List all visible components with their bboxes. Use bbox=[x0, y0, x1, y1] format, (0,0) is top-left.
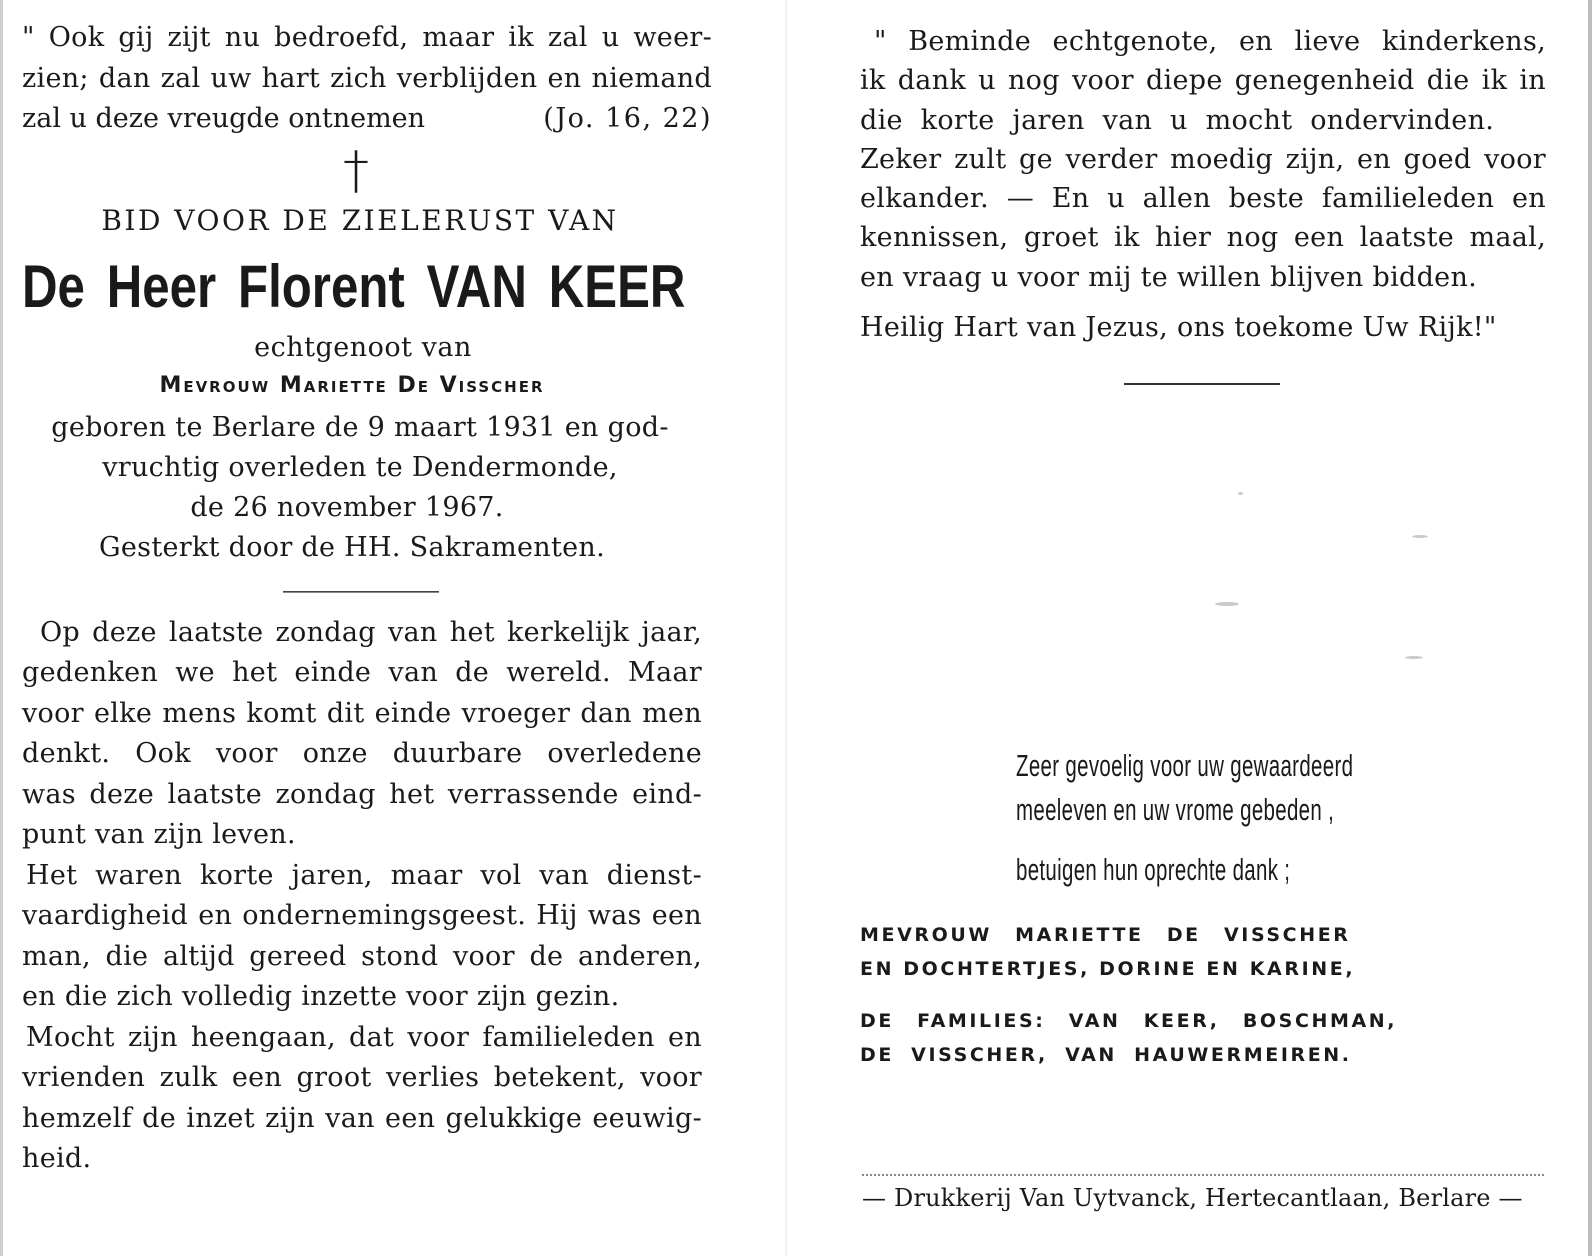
divider bbox=[1124, 383, 1280, 385]
body-line: voor elke mens komt dit einde vroeger dan men bbox=[22, 697, 702, 729]
farewell-line: die korte jaren van u mocht ondervinden. bbox=[860, 104, 1495, 136]
body-line: en die zich volledig inzette voor zijn gezin. bbox=[22, 981, 620, 1012]
life-line: geboren te Berlare de 9 maart 1931 en god- bbox=[51, 411, 669, 443]
left-panel bbox=[22, 18, 712, 1180]
closing-prayer: Heilig Hart van Jezus, ons toekome Uw Rijk!" bbox=[860, 312, 1497, 344]
quote-last-row bbox=[22, 99, 712, 140]
body-line: vaardigheid en ondernemingsgeest. Hij was een bbox=[22, 900, 702, 931]
spouse-name: Mevrouw Mariette De Visscher bbox=[159, 372, 545, 398]
scripture-quote bbox=[22, 18, 712, 140]
card-right-edge bbox=[1588, 0, 1592, 1256]
body-line: punt van zijn leven. bbox=[22, 819, 296, 850]
farewell-line: ik dank u nog voor diepe genegenheid die ik in bbox=[860, 65, 1546, 97]
farewell-line: en vraag u voor mij te willen blijven bidden. bbox=[860, 261, 1478, 293]
mourners-list bbox=[860, 918, 1546, 1072]
thanks-note bbox=[1016, 744, 1353, 892]
mourners-line: MEVROUW MARIETTE DE VISSCHER bbox=[860, 924, 1351, 946]
quote-line: zal u deze vreugde ontnemen bbox=[22, 103, 426, 134]
paper-speck bbox=[1405, 656, 1423, 659]
life-line: vruchtig overleden te Dendermonde, bbox=[102, 451, 618, 483]
farewell-line: kennissen, groet ik hier nog een laatste maal, bbox=[860, 222, 1546, 254]
farewell-line: elkander. — En u allen beste familieleden en bbox=[860, 183, 1546, 215]
farewell-line: " Beminde echtgenote, en lieve kinderkens, bbox=[874, 26, 1546, 57]
body-line: Het waren korte jaren, maar vol van dienst- bbox=[26, 859, 702, 891]
mourners-line: EN DOCHTERTJES, DORINE EN KARINE, bbox=[860, 958, 1356, 980]
deceased-name: De Heer Florent VAN KEER bbox=[22, 252, 686, 320]
paper-speck bbox=[1238, 492, 1243, 495]
body-line: was deze laatste zondag het verrassende eind- bbox=[22, 778, 702, 810]
thanks-line: Zeer gevoelig voor uw gewaardeerd bbox=[1016, 748, 1354, 783]
body-line: gedenken we het einde van de wereld. Maar bbox=[22, 657, 702, 688]
paper-speck bbox=[1412, 535, 1428, 538]
pray-heading: BID VOOR DE ZIELERUST VAN bbox=[101, 203, 619, 237]
paper-speck bbox=[1215, 602, 1239, 606]
body-line: Mocht zijn heengaan, dat voor familieleden en bbox=[26, 1021, 702, 1053]
card-fold bbox=[785, 0, 787, 1256]
mourners-line: DE VISSCHER, VAN HAUWERMEIREN. bbox=[860, 1044, 1352, 1066]
body-line: denkt. Ook voor onze duurbare overledene bbox=[22, 738, 702, 769]
mourners-line: DE FAMILIES: VAN KEER, BOSCHMAN, bbox=[860, 1010, 1398, 1032]
body-line: hemzelf de inzet zijn van een gelukkige eeuwig- bbox=[22, 1102, 702, 1134]
quote-line: zien; dan zal uw hart zich verblijden en niemand bbox=[22, 62, 712, 94]
quote-citation: (Jo. 16, 22) bbox=[543, 103, 712, 134]
printer-credit: — Drukkerij Van Uytvanck, Hertecantlaan, Berlare — bbox=[862, 1184, 1523, 1212]
cross-icon: † bbox=[343, 140, 369, 201]
farewell-message bbox=[860, 22, 1546, 347]
divider bbox=[283, 591, 439, 593]
life-line: de 26 november 1967. bbox=[190, 491, 504, 523]
spouse-prefix: echtgenoot van bbox=[254, 331, 472, 363]
body-line: man, die altijd gereed stond voor de anderen, bbox=[22, 940, 702, 972]
life-details bbox=[22, 408, 712, 568]
thanks-line: meeleven en uw vrome gebeden , bbox=[1016, 792, 1335, 827]
body-line: vrienden zulk een groot verlies betekent, voor bbox=[22, 1062, 702, 1093]
memorial-text bbox=[22, 613, 702, 1180]
farewell-line: Zeker zult ge verder moedig zijn, en goed voor bbox=[860, 143, 1546, 175]
right-panel bbox=[860, 22, 1546, 347]
body-line: Op deze laatste zondag van het kerkelijk jaar, bbox=[40, 616, 702, 648]
dotted-divider bbox=[862, 1174, 1544, 1176]
quote-line: " Ook gij zijt nu bedroefd, maar ik zal u weer- bbox=[22, 22, 712, 53]
life-line: Gesterkt door de HH. Sakramenten. bbox=[99, 531, 605, 563]
body-line: heid. bbox=[22, 1143, 92, 1174]
thanks-line: betuigen hun oprechte dank ; bbox=[1016, 852, 1291, 887]
